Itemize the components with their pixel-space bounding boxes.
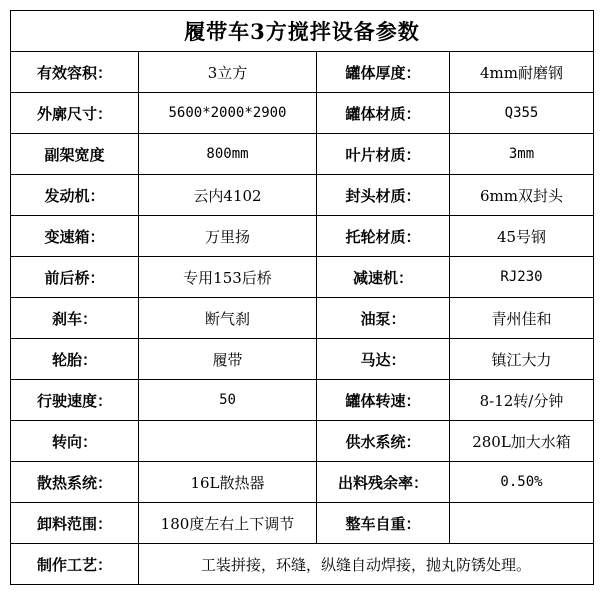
table-row <box>11 544 594 585</box>
table-row <box>11 175 594 216</box>
value-tank-speed: 8-12转/分钟 <box>450 380 594 421</box>
value-subframe-width: 800mm <box>139 134 317 175</box>
title-row <box>11 11 594 52</box>
value-reducer: RJ230 <box>450 257 594 298</box>
label-cooling-system: 散热系统： <box>11 462 139 503</box>
label-discharge-range: 卸料范围： <box>11 503 139 544</box>
table-row <box>11 421 594 462</box>
value-capacity: 3立方 <box>139 52 317 93</box>
value-process: 工装拼接，环缝，纵缝自动焊接，抛丸防锈处理。 <box>139 544 594 585</box>
value-curb-weight <box>450 503 594 544</box>
label-motor: 马达： <box>317 339 450 380</box>
label-blade-material: 叶片材质： <box>317 134 450 175</box>
value-tank-material: Q355 <box>450 93 594 134</box>
label-tank-thickness: 罐体厚度： <box>317 52 450 93</box>
value-residual-rate: 0.50% <box>450 462 594 503</box>
table-row <box>11 298 594 339</box>
label-process: 制作工艺： <box>11 544 139 585</box>
page-title: 履带车3方搅拌设备参数 <box>11 11 594 52</box>
label-roller-material: 托轮材质： <box>317 216 450 257</box>
table-row <box>11 93 594 134</box>
label-reducer: 减速机： <box>317 257 450 298</box>
label-travel-speed: 行驶速度： <box>11 380 139 421</box>
label-residual-rate: 出料残余率： <box>317 462 450 503</box>
value-tank-thickness: 4mm耐磨钢 <box>450 52 594 93</box>
value-oil-pump: 青州佳和 <box>450 298 594 339</box>
table-row <box>11 462 594 503</box>
table-row <box>11 503 594 544</box>
value-roller-material: 45号钢 <box>450 216 594 257</box>
value-travel-speed: 50 <box>139 380 317 421</box>
label-gearbox: 变速箱： <box>11 216 139 257</box>
value-axles: 专用153后桥 <box>139 257 317 298</box>
label-engine: 发动机： <box>11 175 139 216</box>
label-head-material: 封头材质： <box>317 175 450 216</box>
value-discharge-range: 180度左右上下调节 <box>139 503 317 544</box>
table-row <box>11 339 594 380</box>
table-row <box>11 216 594 257</box>
label-brake: 刹车： <box>11 298 139 339</box>
label-tank-material: 罐体材质： <box>317 93 450 134</box>
label-capacity: 有效容积： <box>11 52 139 93</box>
value-steering <box>139 421 317 462</box>
value-tires: 履带 <box>139 339 317 380</box>
table-row <box>11 257 594 298</box>
label-curb-weight: 整车自重： <box>317 503 450 544</box>
value-water-system: 280L加大水箱 <box>450 421 594 462</box>
value-blade-material: 3mm <box>450 134 594 175</box>
value-cooling-system: 16L散热器 <box>139 462 317 503</box>
label-tires: 轮胎： <box>11 339 139 380</box>
label-dimensions: 外廓尺寸： <box>11 93 139 134</box>
label-axles: 前后桥： <box>11 257 139 298</box>
table-row <box>11 380 594 421</box>
value-motor: 镇江大力 <box>450 339 594 380</box>
label-subframe-width: 副架宽度 <box>11 134 139 175</box>
value-gearbox: 万里扬 <box>139 216 317 257</box>
value-head-material: 6mm双封头 <box>450 175 594 216</box>
label-oil-pump: 油泵： <box>317 298 450 339</box>
spec-table <box>10 10 594 585</box>
label-tank-speed: 罐体转速： <box>317 380 450 421</box>
label-steering: 转向： <box>11 421 139 462</box>
table-row <box>11 134 594 175</box>
value-engine: 云内4102 <box>139 175 317 216</box>
value-brake: 断气刹 <box>139 298 317 339</box>
label-water-system: 供水系统： <box>317 421 450 462</box>
table-row <box>11 52 594 93</box>
value-dimensions: 5600*2000*2900 <box>139 93 317 134</box>
